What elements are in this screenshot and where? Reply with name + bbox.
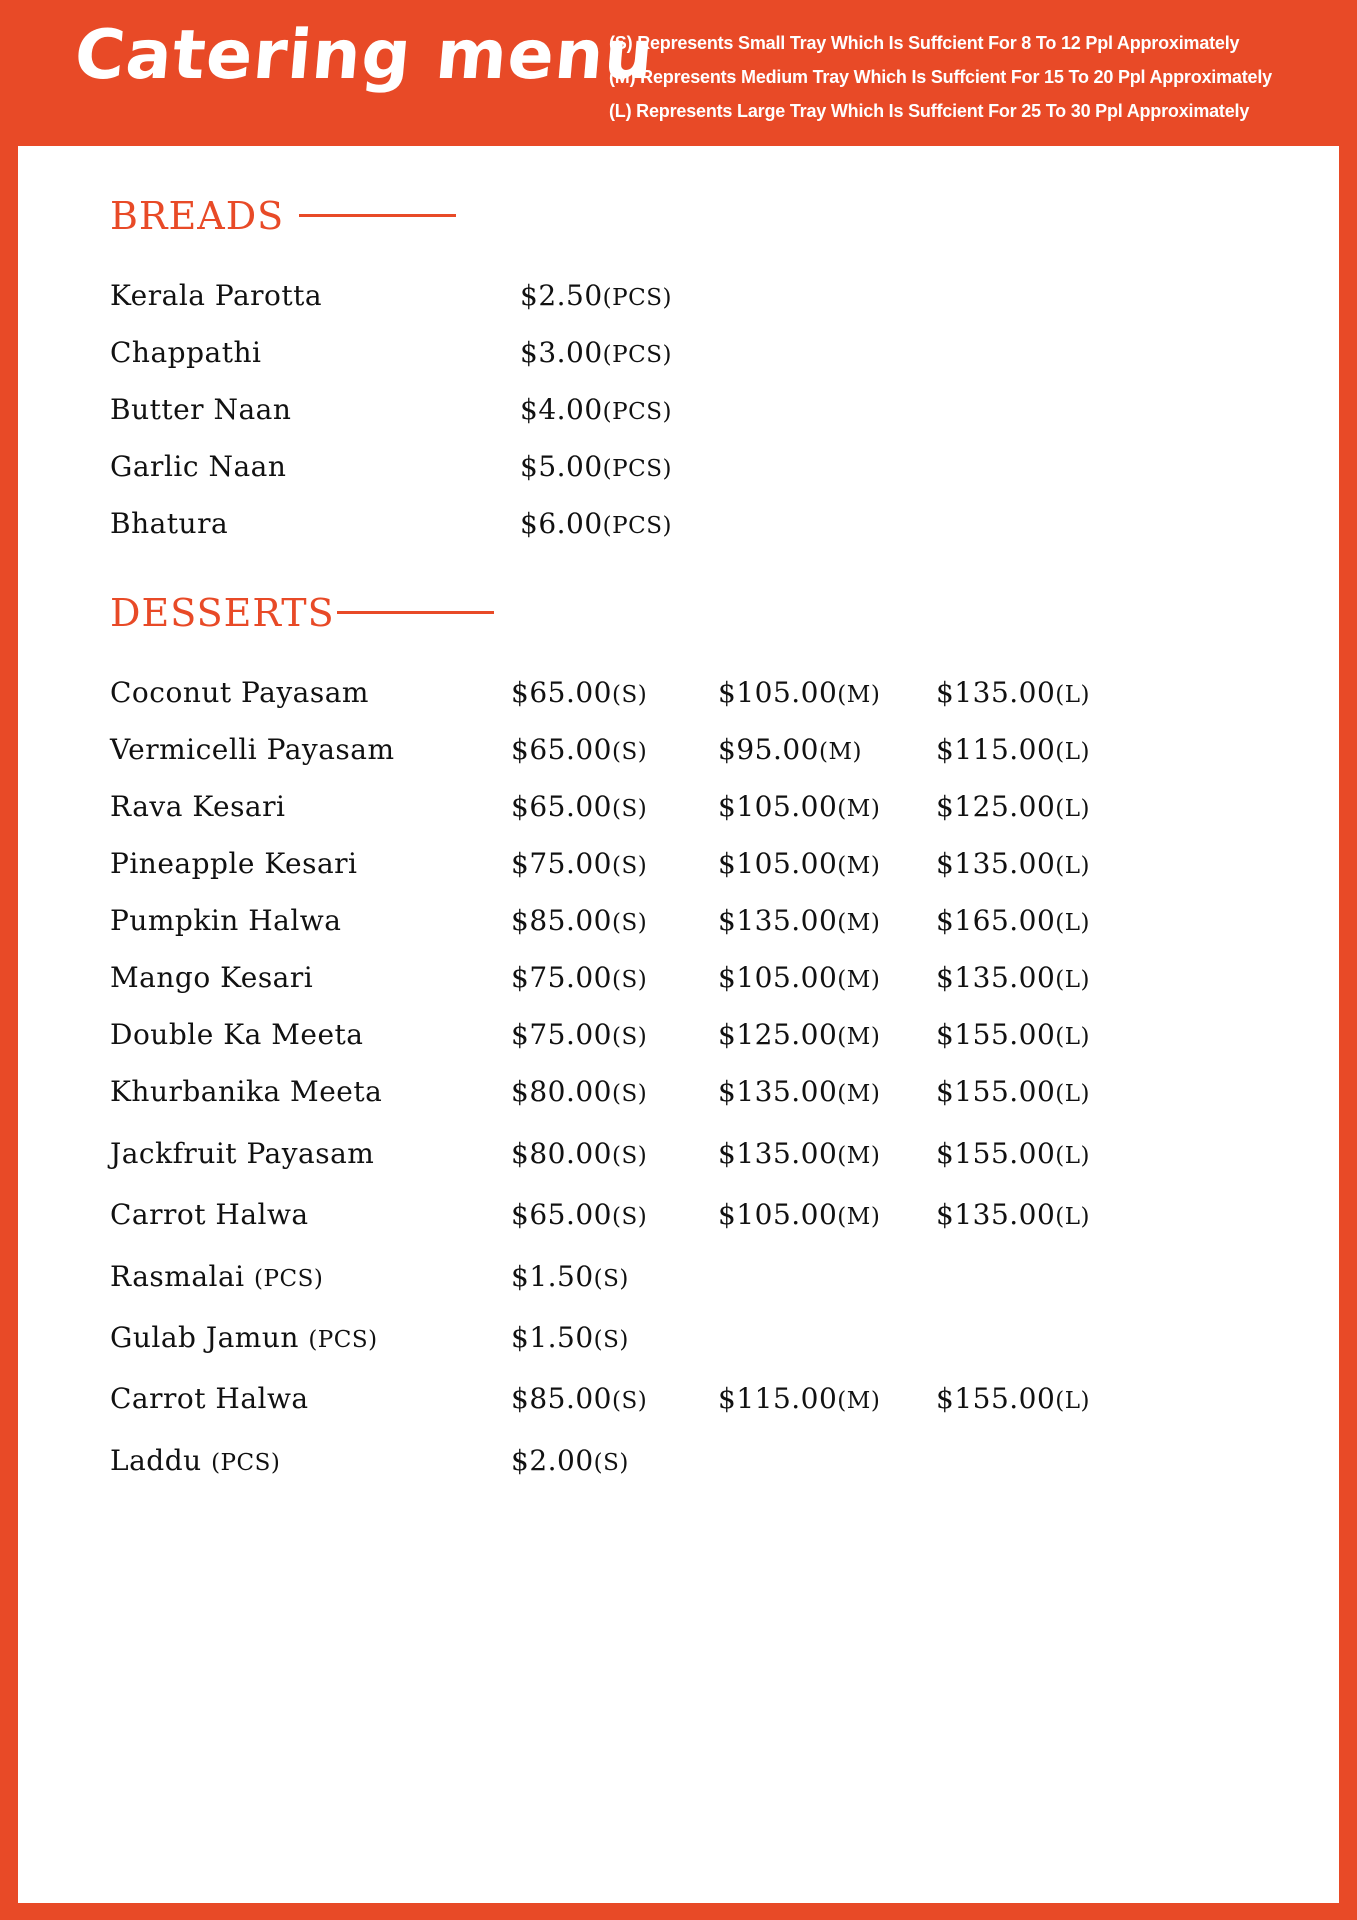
size-unit: (L) <box>1055 1024 1091 1050</box>
price-value: $105.00 <box>718 847 838 880</box>
size-unit: (S) <box>611 1143 648 1169</box>
price-value: $165.00 <box>936 904 1056 937</box>
item-name <box>110 1015 363 1055</box>
size-unit: (S) <box>611 739 648 765</box>
price-value: $135.00 <box>718 904 838 937</box>
item-title: Gulab Jamun <box>110 1321 299 1354</box>
size-unit: (M) <box>837 1388 881 1414</box>
item-name <box>110 1379 309 1419</box>
item-name <box>110 1134 374 1174</box>
price-s <box>511 958 647 1000</box>
price-value: $105.00 <box>718 676 838 709</box>
item-name <box>110 901 341 941</box>
price-m <box>718 787 880 829</box>
item-name <box>110 1441 280 1483</box>
item-title: Carrot Halwa <box>110 1198 309 1231</box>
item-price <box>520 504 672 546</box>
item-name <box>110 844 358 884</box>
item-name <box>110 1195 309 1235</box>
breads-heading-rule <box>299 214 456 217</box>
price-l <box>936 901 1090 943</box>
item-note: (PCS) <box>308 1327 378 1353</box>
price-l <box>936 1379 1090 1421</box>
price-unit: (PCS) <box>602 513 672 539</box>
price-m <box>718 1134 880 1176</box>
size-unit: (S) <box>611 1081 648 1107</box>
legend-small: (S) Represents Small Tray Which Is Suffcient For 8 To 12 Ppl Approximately <box>609 33 1240 53</box>
price-value: $75.00 <box>511 847 612 880</box>
price-value: $5.00 <box>520 450 603 483</box>
legend-large: (L) Represents Large Tray Which Is Suffcient For 25 To 30 Ppl Approximately <box>609 101 1250 121</box>
item-name: Chappathi <box>110 336 262 369</box>
price-s <box>511 1015 647 1057</box>
price-value: $125.00 <box>936 790 1056 823</box>
price-m <box>718 901 880 943</box>
price-l <box>936 1195 1090 1237</box>
price-value: $135.00 <box>936 1198 1056 1231</box>
price-value: $1.50 <box>511 1260 594 1293</box>
item-note: (PCS) <box>211 1450 281 1476</box>
item-price <box>520 333 672 375</box>
price-value: $65.00 <box>511 1198 612 1231</box>
price-value: $2.00 <box>511 1444 594 1477</box>
item-title: Jackfruit Payasam <box>110 1137 375 1170</box>
price-m <box>718 844 880 886</box>
price-m <box>718 1015 880 1057</box>
size-unit: (M) <box>837 967 881 993</box>
price-l <box>936 1072 1090 1114</box>
menu-sheet <box>18 146 1339 1903</box>
item-title: Pumpkin Halwa <box>110 904 342 937</box>
item-name: Butter Naan <box>110 393 292 426</box>
size-unit: (L) <box>1055 796 1091 822</box>
size-unit: (M) <box>818 739 862 765</box>
size-unit: (S) <box>611 1204 648 1230</box>
item-title: Carrot Halwa <box>110 1382 309 1415</box>
price-l <box>936 673 1090 715</box>
size-unit: (L) <box>1055 1081 1091 1107</box>
size-unit: (S) <box>593 1450 629 1476</box>
size-unit: (S) <box>611 910 648 936</box>
size-unit: (L) <box>1055 853 1091 879</box>
size-unit: (S) <box>611 1388 648 1414</box>
price-value: $105.00 <box>718 961 838 994</box>
price-value: $75.00 <box>511 1018 612 1051</box>
size-unit: (M) <box>837 910 881 936</box>
size-unit: (L) <box>1055 1204 1091 1230</box>
size-unit: (M) <box>837 1081 881 1107</box>
price-s <box>511 1379 647 1421</box>
item-title: Laddu <box>110 1444 202 1477</box>
price-s <box>511 1257 629 1299</box>
item-name <box>110 673 369 713</box>
item-title: Pineapple Kesari <box>110 847 358 880</box>
item-title: Vermicelli Payasam <box>110 733 395 766</box>
size-unit: (S) <box>611 1024 648 1050</box>
price-value: $155.00 <box>936 1075 1056 1108</box>
item-price <box>520 390 672 432</box>
size-unit: (L) <box>1055 967 1091 993</box>
item-price <box>520 276 672 318</box>
price-s <box>511 1195 647 1237</box>
item-name <box>110 787 285 827</box>
price-s <box>511 673 647 715</box>
price-l <box>936 787 1090 829</box>
header-banner <box>0 0 1357 146</box>
desserts-heading-rule <box>337 611 494 614</box>
size-unit: (M) <box>837 796 881 822</box>
size-unit: (M) <box>837 1143 881 1169</box>
breads-heading: BREADS <box>110 194 285 238</box>
price-value: $80.00 <box>511 1075 612 1108</box>
price-value: $80.00 <box>511 1137 612 1170</box>
price-value: $65.00 <box>511 676 612 709</box>
price-value: $125.00 <box>718 1018 838 1051</box>
price-value: $135.00 <box>936 961 1056 994</box>
price-s <box>511 1441 629 1483</box>
price-m <box>718 958 880 1000</box>
price-s <box>511 901 647 943</box>
menu-title: Catering menu <box>71 16 658 95</box>
price-value: $4.00 <box>520 393 603 426</box>
item-name: Bhatura <box>110 507 229 540</box>
size-unit: (S) <box>593 1266 629 1292</box>
item-title: Rava Kesari <box>110 790 286 823</box>
price-s <box>511 844 647 886</box>
price-s <box>511 1318 629 1360</box>
price-l <box>936 844 1090 886</box>
item-title: Coconut Payasam <box>110 676 369 709</box>
price-l <box>936 958 1090 1000</box>
item-name <box>110 1318 378 1360</box>
item-name <box>110 958 313 998</box>
price-l <box>936 1015 1090 1057</box>
size-unit: (L) <box>1055 682 1091 708</box>
desserts-heading: DESSERTS <box>110 591 335 635</box>
price-value: $6.00 <box>520 507 603 540</box>
item-name <box>110 1072 382 1112</box>
price-l <box>936 730 1090 772</box>
price-s <box>511 1072 647 1114</box>
size-unit: (L) <box>1055 1143 1091 1169</box>
price-value: $1.50 <box>511 1321 594 1354</box>
price-value: $135.00 <box>718 1137 838 1170</box>
price-s <box>511 1134 647 1176</box>
size-unit: (S) <box>611 853 648 879</box>
item-name <box>110 1257 323 1299</box>
tray-size-legend <box>609 26 1272 128</box>
item-note: (PCS) <box>254 1266 324 1292</box>
price-unit: (PCS) <box>602 342 672 368</box>
item-title: Khurbanika Meeta <box>110 1075 383 1108</box>
legend-medium: (M) Represents Medium Tray Which Is Suffcient For 15 To 20 Ppl Approximately <box>609 67 1272 87</box>
price-m <box>718 1072 880 1114</box>
item-price <box>520 447 672 489</box>
price-value: $75.00 <box>511 961 612 994</box>
price-value: $155.00 <box>936 1382 1056 1415</box>
price-value: $2.50 <box>520 279 603 312</box>
price-m <box>718 1195 880 1237</box>
price-m <box>718 673 880 715</box>
price-value: $135.00 <box>718 1075 838 1108</box>
price-unit: (PCS) <box>602 399 672 425</box>
size-unit: (L) <box>1055 1388 1091 1414</box>
price-value: $95.00 <box>718 733 819 766</box>
size-unit: (L) <box>1055 910 1091 936</box>
price-value: $115.00 <box>718 1382 838 1415</box>
price-value: $85.00 <box>511 1382 612 1415</box>
price-value: $135.00 <box>936 847 1056 880</box>
item-name: Kerala Parotta <box>110 279 323 312</box>
size-unit: (S) <box>611 682 648 708</box>
item-title: Rasmalai <box>110 1260 245 1293</box>
price-l <box>936 1134 1090 1176</box>
size-unit: (M) <box>837 682 881 708</box>
size-unit: (S) <box>611 796 648 822</box>
item-title: Mango Kesari <box>110 961 314 994</box>
price-unit: (PCS) <box>602 456 672 482</box>
price-value: $105.00 <box>718 790 838 823</box>
price-m <box>718 730 862 772</box>
item-name: Garlic Naan <box>110 450 287 483</box>
size-unit: (M) <box>837 1204 881 1230</box>
price-value: $3.00 <box>520 336 603 369</box>
price-value: $65.00 <box>511 790 612 823</box>
price-unit: (PCS) <box>602 285 672 311</box>
size-unit: (S) <box>593 1327 629 1353</box>
price-value: $65.00 <box>511 733 612 766</box>
size-unit: (M) <box>837 853 881 879</box>
price-value: $105.00 <box>718 1198 838 1231</box>
size-unit: (M) <box>837 1024 881 1050</box>
price-value: $85.00 <box>511 904 612 937</box>
price-value: $135.00 <box>936 676 1056 709</box>
price-s <box>511 730 647 772</box>
price-s <box>511 787 647 829</box>
item-title: Double Ka Meeta <box>110 1018 364 1051</box>
price-value: $155.00 <box>936 1137 1056 1170</box>
size-unit: (S) <box>611 967 648 993</box>
item-name <box>110 730 395 770</box>
price-value: $155.00 <box>936 1018 1056 1051</box>
size-unit: (L) <box>1055 739 1091 765</box>
price-m <box>718 1379 880 1421</box>
price-value: $115.00 <box>936 733 1056 766</box>
